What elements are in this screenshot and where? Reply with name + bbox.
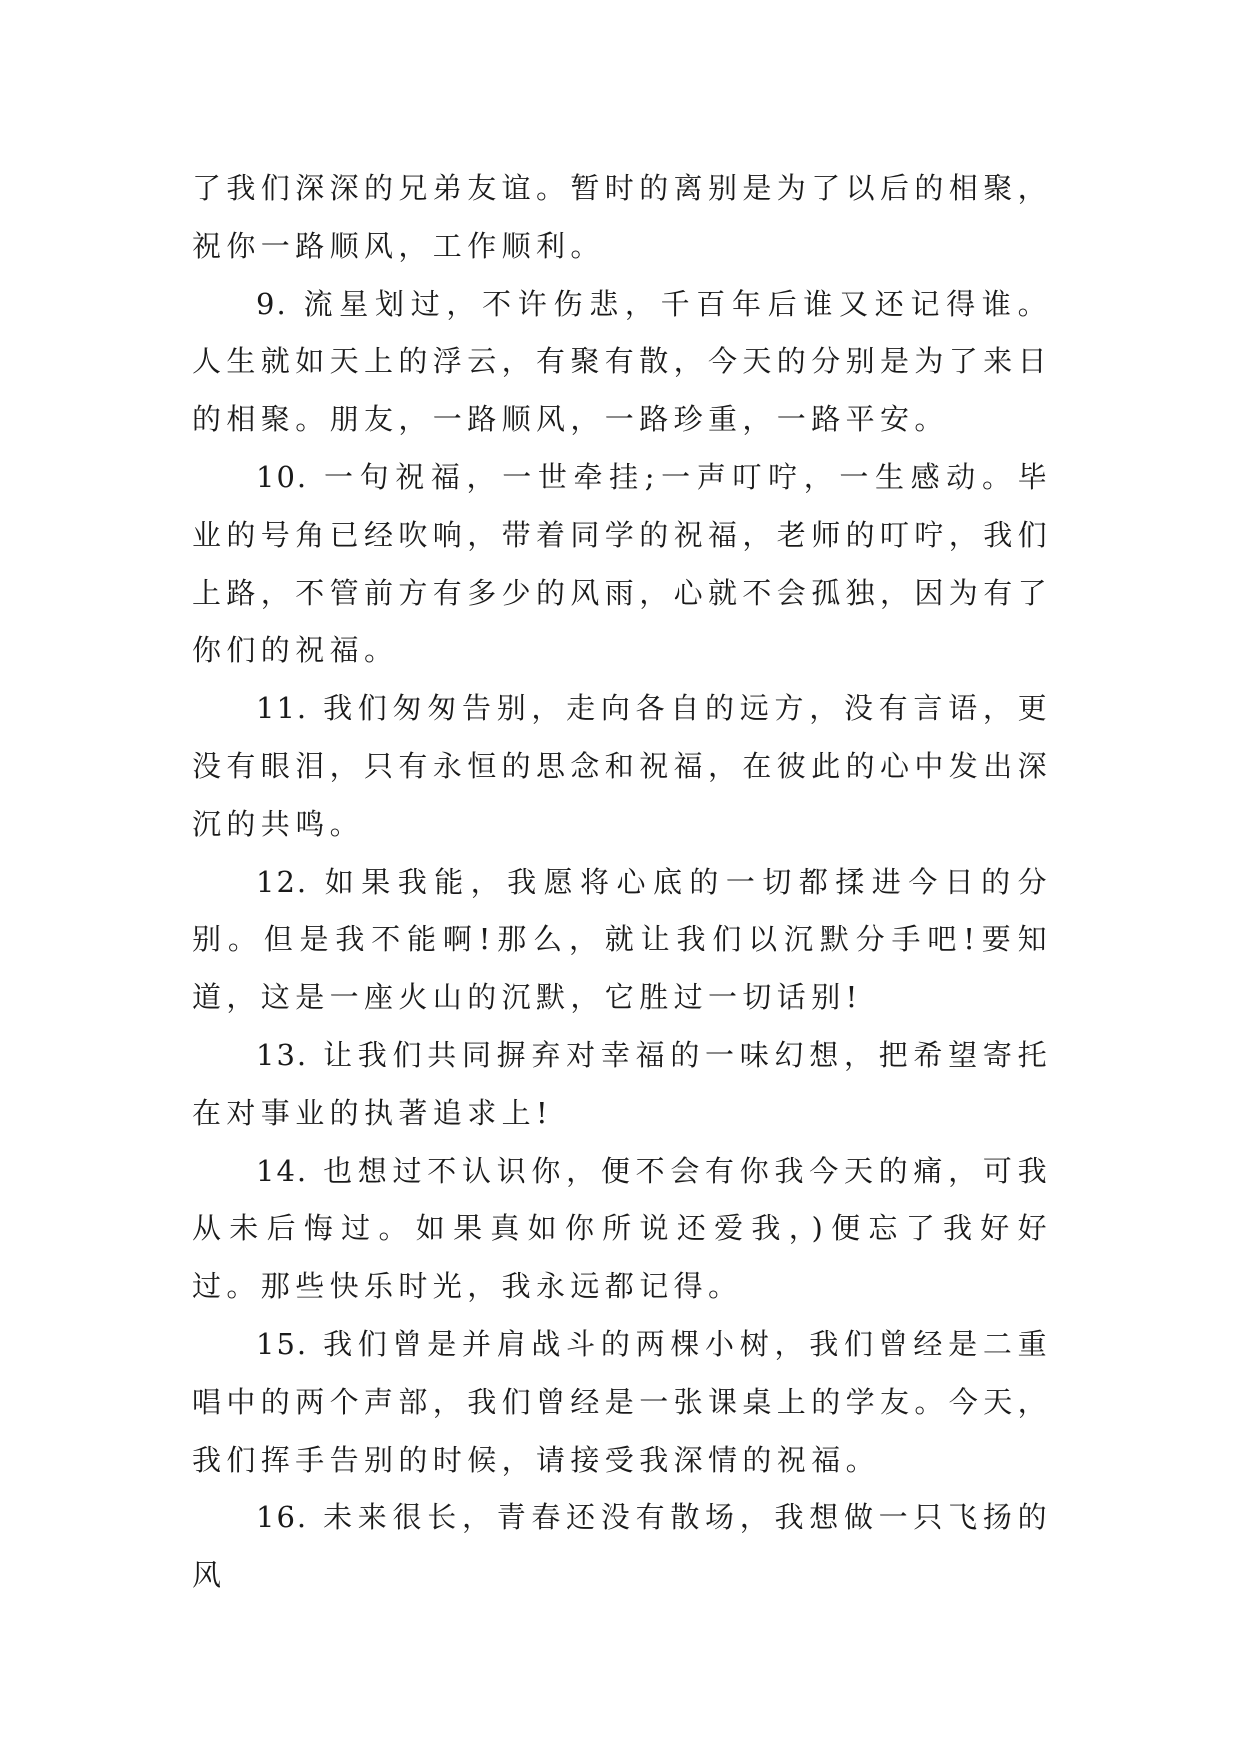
paragraph-continuation: [192, 160, 1052, 276]
paragraph-text: 未来很长，青春还没有散场，我想做一只飞扬的风: [192, 1500, 1052, 1593]
paragraph-number: 14.: [256, 1153, 309, 1188]
paragraph-text: 流星划过，不许伤悲，千百年后谁又还记得谁。人生就如天上的浮云，有聚有散，今天的分别是为了来日的相聚。朋友，一路顺风，一路珍重，一路平安。: [192, 286, 1053, 437]
document-body: [192, 160, 1052, 1605]
paragraph-15: [192, 1316, 1052, 1489]
paragraph-number: 11.: [256, 691, 309, 726]
paragraph-text: 我们曾是并肩战斗的两棵小树，我们曾经是二重唱中的两个声部，我们曾经是一张课桌上的学友。今天，我们挥手告别的时候，请接受我深情的祝福。: [192, 1326, 1053, 1477]
paragraph-9: [192, 276, 1052, 449]
paragraph-number: 16.: [256, 1500, 309, 1535]
paragraph-16: [192, 1489, 1052, 1605]
paragraph-number: 10.: [256, 459, 309, 494]
paragraph-number: 9.: [256, 286, 288, 321]
paragraph-11: [192, 680, 1052, 853]
paragraph-number: 15.: [256, 1326, 309, 1361]
paragraph-14: [192, 1143, 1052, 1316]
paragraph-text: 如果我能，我愿将心底的一切都揉进今日的分别。但是我不能啊!那么，就让我们以沉默分手吧!要知道，这是一座火山的沉默，它胜过一切话别!: [192, 864, 1052, 1015]
paragraph-13: [192, 1027, 1052, 1143]
paragraph-text: 我们匆匆告别，走向各自的远方，没有言语，更没有眼泪，只有永恒的思念和祝福，在彼此的心中发出深沉的共鸣。: [192, 691, 1053, 841]
paragraph-10: [192, 449, 1052, 680]
paragraph-text: 让我们共同摒弃对幸福的一味幻想，把希望寄托在对事业的执著追求上!: [192, 1037, 1052, 1130]
paragraph-text: 一句祝福，一世牵挂;一声叮咛，一生感动。毕业的号角已经吹响，带着同学的祝福，老师的叮咛，我们上路，不管前方有多少的风雨，心就不会孤独，因为有了你们的祝福。: [192, 459, 1053, 668]
paragraph-text: 了我们深深的兄弟友谊。暂时的离别是为了以后的相聚，祝你一路顺风，工作顺利。: [192, 171, 1053, 263]
paragraph-number: 12.: [256, 864, 309, 899]
paragraph-12: [192, 854, 1052, 1027]
paragraph-text: 也想过不认识你，便不会有你我今天的痛，可我从未后悔过。如果真如你所说还爱我，)便忘了我好好过。那些快乐时光，我永远都记得。: [192, 1153, 1052, 1304]
paragraph-number: 13.: [256, 1037, 309, 1072]
